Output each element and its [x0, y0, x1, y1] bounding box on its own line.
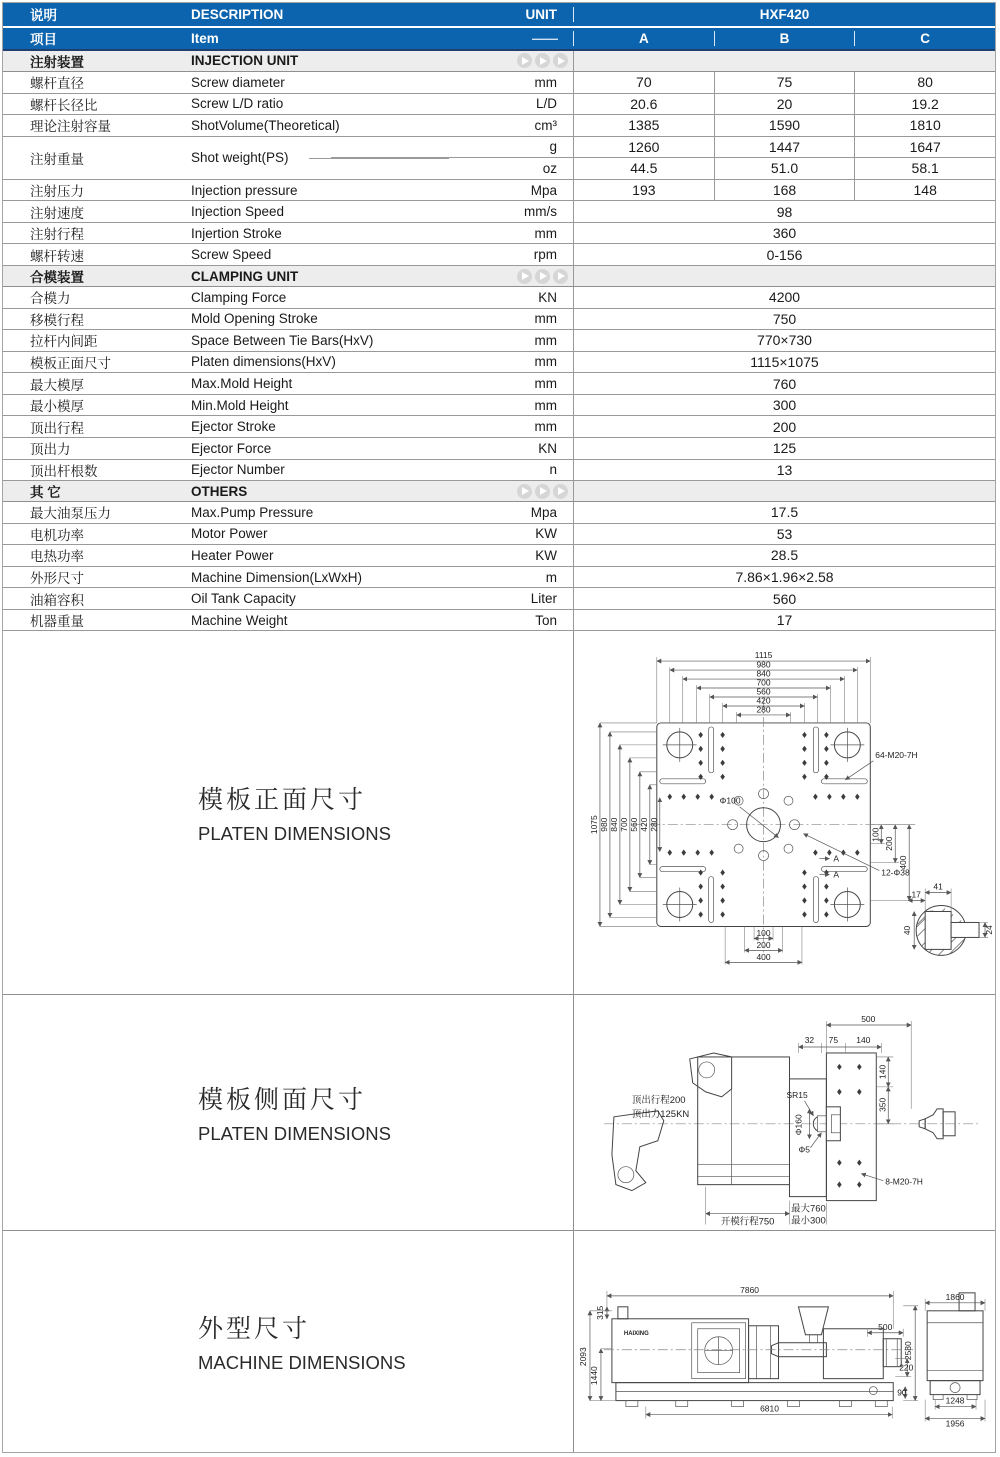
- header-item-cn: 项目: [30, 32, 57, 48]
- thread-callout: 64-M20-7H: [875, 750, 918, 761]
- section-chevrons: [517, 53, 573, 68]
- row-unit: mm: [534, 376, 557, 392]
- row-label-en: Screw Speed: [191, 247, 272, 263]
- table-row: [3, 115, 995, 137]
- row-label-en: Clamping Force: [191, 289, 287, 305]
- platen-front-drawing: [574, 631, 995, 993]
- table-row: [3, 72, 995, 94]
- row-unit: L/D: [535, 96, 557, 112]
- dim-label: 980: [756, 660, 771, 671]
- row-label-cn: 注射压力: [30, 184, 84, 200]
- row-label-cn: 顶出行程: [30, 420, 84, 436]
- row-label-cn: 螺杆转速: [30, 248, 84, 264]
- row-unit: rpm: [533, 247, 557, 263]
- dim-label: 560: [756, 686, 771, 697]
- value-c: 148: [854, 180, 995, 201]
- header-model: HXF420: [573, 7, 995, 22]
- table-row: [3, 416, 995, 438]
- header-unit: UNIT: [525, 6, 557, 22]
- left-dimension-chain: [589, 723, 660, 927]
- dim-label: 315: [594, 1305, 605, 1320]
- section-values-band: [573, 481, 995, 501]
- dim-label: 500: [861, 1013, 876, 1024]
- section-title-en: OTHERS: [191, 483, 248, 499]
- value-b: 51.0: [714, 158, 855, 179]
- table-row-shot-weight: [3, 137, 995, 180]
- section-values-band: [573, 266, 995, 286]
- row-label-en: Heater Power: [191, 547, 274, 563]
- section-chevrons: [517, 269, 573, 284]
- diagram-title-cn: 模板正面尺寸: [198, 786, 367, 815]
- chevron-right-icon: [553, 484, 568, 499]
- row-unit: mm: [534, 225, 557, 241]
- dim-label: 500: [878, 1321, 893, 1332]
- dim-label: 280: [756, 704, 771, 715]
- value-merged: 1115×1075: [750, 353, 819, 370]
- dim-label: 400: [756, 952, 771, 963]
- row-unit: n: [549, 462, 557, 478]
- table-row: [3, 223, 995, 245]
- dim-label: 17: [911, 889, 921, 900]
- section-header-clamping: [3, 266, 995, 287]
- dim-label: 90: [897, 1387, 907, 1398]
- value-a: 20.6: [630, 95, 658, 112]
- row-label-cn: 顶出力: [30, 442, 71, 458]
- diagram-title: [3, 1231, 573, 1452]
- table-row: [3, 524, 995, 546]
- table-row: [3, 352, 995, 374]
- row-label-cn: 理论注射容量: [30, 119, 111, 135]
- value-merged: 0-156: [766, 246, 803, 263]
- dim-label: 140: [877, 1064, 888, 1079]
- dim-label: 75: [828, 1034, 839, 1045]
- row-unit: g: [331, 137, 573, 159]
- diagram-title: [3, 995, 573, 1230]
- row-unit: oz: [542, 160, 557, 176]
- holes-callout: 12-Φ38: [881, 868, 910, 879]
- table-row: [3, 460, 995, 482]
- diagram-title-en: MACHINE DIMENSIONS: [198, 1351, 406, 1373]
- machine-drawing: [574, 1231, 995, 1452]
- diagram-title: [3, 631, 573, 993]
- dim-label: 200: [756, 940, 771, 951]
- value-merged: 17: [776, 612, 793, 629]
- machine-end-view: [927, 1292, 983, 1399]
- row-label-cn: 拉杆内间距: [30, 334, 98, 350]
- table-row: [3, 588, 995, 610]
- table-row: [3, 244, 995, 266]
- value-c: 1810: [854, 115, 995, 136]
- dim-label: 420: [756, 695, 771, 706]
- value-merged: 53: [776, 525, 793, 542]
- table-row: [3, 545, 995, 567]
- dim-label: 280: [648, 818, 659, 833]
- table-row: [3, 610, 995, 632]
- row-label-en: Injection Speed: [191, 204, 285, 220]
- row-unit: Ton: [535, 612, 557, 628]
- row-label-cn: 注射行程: [30, 227, 84, 243]
- row-label-en: Machine Weight: [191, 612, 288, 628]
- platen-side-diagram: [573, 995, 995, 1230]
- value-a: 1385: [628, 117, 660, 134]
- value-b: 1590: [714, 115, 855, 136]
- chevron-right-icon: [517, 269, 532, 284]
- chevron-right-icon: [535, 269, 550, 284]
- row-label-en: Ejector Force: [191, 440, 272, 456]
- row-label-en: Screw L/D ratio: [191, 96, 284, 112]
- dim-label: 最小300: [791, 1215, 826, 1227]
- row-unit: cm³: [534, 117, 557, 133]
- center-hole-callout: Φ100: [719, 796, 741, 807]
- dim-label: 40: [902, 926, 913, 936]
- row-label-cn: 螺杆直径: [30, 76, 84, 92]
- row-label-en: Ejector Number: [191, 462, 285, 478]
- value-a: 1260: [628, 138, 660, 155]
- dim-label: 2580: [903, 1340, 914, 1360]
- thread-callout: 8-M20-7H: [885, 1176, 923, 1187]
- table-row: [3, 502, 995, 524]
- section-chevrons: [517, 484, 573, 499]
- row-label-cn: 顶出杆根数: [30, 463, 98, 479]
- value-merged: 770×730: [757, 332, 812, 349]
- dim-label: 560: [628, 818, 639, 833]
- ejector-note: 顶出行程200: [631, 1094, 686, 1106]
- value-merged: 7.86×1.96×2.58: [735, 569, 834, 586]
- header-row-1: [3, 3, 995, 26]
- value-merged: 98: [776, 203, 793, 220]
- value-merged: 28.5: [770, 547, 799, 564]
- spec-sheet: [2, 2, 996, 1453]
- header-item-en: Item: [191, 30, 219, 46]
- value-c: 80: [854, 72, 995, 93]
- diagram-title-en: PLATEN DIMENSIONS: [198, 823, 391, 845]
- table-row: [3, 373, 995, 395]
- header-desc-cn: 说明: [30, 8, 57, 24]
- right-dimension-chain: [870, 825, 915, 901]
- table-row: [3, 330, 995, 352]
- chevron-right-icon: [553, 269, 568, 284]
- dim-label: 200: [884, 837, 895, 852]
- value-merged: 4200: [768, 289, 801, 306]
- dim-label: 420: [638, 818, 649, 833]
- table-row: [3, 395, 995, 417]
- header-col-b: B: [714, 31, 855, 46]
- d5-callout: Φ5: [798, 1144, 810, 1155]
- row-label-en: Oil Tank Capacity: [191, 591, 296, 607]
- dim-label: 700: [618, 818, 629, 833]
- sr15-callout: SR15: [786, 1089, 808, 1100]
- diagram-title-en: PLATEN DIMENSIONS: [198, 1122, 391, 1144]
- row-unit: KW: [535, 526, 557, 542]
- value-c: 58.1: [854, 158, 995, 179]
- dim-label: 350: [877, 1097, 888, 1112]
- platen-front-section: [3, 631, 995, 994]
- platen-side-drawing: [574, 995, 995, 1230]
- diagram-title-cn: 模板侧面尺寸: [198, 1085, 367, 1114]
- row-label-cn: 最大油泵压力: [30, 506, 111, 522]
- machine-dim-section: [3, 1231, 995, 1452]
- row-unit: Mpa: [530, 504, 557, 520]
- row-label-en: Max.Pump Pressure: [191, 504, 314, 520]
- dim-label: Φ160: [793, 1114, 804, 1136]
- dim-label: 980: [598, 818, 609, 833]
- machine-side-view: [604, 1306, 913, 1406]
- row-label-en: Max.Mold Height: [191, 376, 293, 392]
- row-label-cn: 油箱容积: [30, 592, 84, 608]
- dim-label: 1860: [945, 1291, 965, 1302]
- row-label-en: Platen dimensions(HxV): [191, 354, 336, 370]
- value-b: 1447: [714, 137, 855, 158]
- dim-label: 1440: [588, 1365, 599, 1385]
- row-label-en: Space Between Tie Bars(HxV): [191, 332, 374, 348]
- section-values-band: [573, 51, 995, 71]
- tiebar-slot-detail: [902, 882, 994, 967]
- row-unit: m: [545, 569, 557, 585]
- dim-label: 400: [898, 855, 909, 871]
- dim-label: 24: [984, 925, 995, 936]
- dim-label: 32: [804, 1034, 815, 1045]
- table-row: [3, 201, 995, 223]
- value-c: 19.2: [854, 94, 995, 115]
- section-title-cn: 其 它: [30, 485, 61, 501]
- dim-label: 840: [756, 668, 771, 679]
- dim-label: 1115: [754, 650, 773, 661]
- header-desc-en: DESCRIPTION: [191, 6, 284, 22]
- table-row: [3, 567, 995, 589]
- dim-label: 1075: [588, 815, 599, 835]
- header-row-2: [3, 28, 995, 51]
- chevron-right-icon: [535, 53, 550, 68]
- dim-label: 开模行程750: [720, 1216, 775, 1228]
- row-label-cn: 移模行程: [30, 312, 84, 328]
- dim-label: 1248: [945, 1395, 965, 1406]
- value-merged: 125: [772, 440, 797, 457]
- table-row: [3, 94, 995, 116]
- section-title-en: CLAMPING UNIT: [191, 268, 299, 284]
- row-label-cn: 外形尺寸: [30, 571, 84, 587]
- row-unit: KN: [538, 440, 557, 456]
- bottom-dimension-chain: [725, 927, 802, 965]
- row-label-en: Injertion Stroke: [191, 225, 282, 241]
- row-label-en: Screw diameter: [191, 74, 285, 90]
- table-row: [3, 287, 995, 309]
- value-merged: 300: [772, 397, 797, 414]
- platen-side-section: [3, 995, 995, 1231]
- row-label-en: Ejector Stroke: [191, 419, 276, 435]
- row-label-cn: 最大模厚: [30, 377, 84, 393]
- dim-label: 100: [870, 828, 881, 843]
- row-unit: KW: [535, 547, 557, 563]
- platen-front-diagram: [573, 631, 995, 993]
- row-unit: mm: [534, 74, 557, 90]
- row-label-cn: 模板正面尺寸: [30, 355, 111, 371]
- dim-label: 140: [856, 1034, 871, 1045]
- dim-label: 7860: [740, 1284, 760, 1295]
- row-label-cn: 机器重量: [30, 614, 84, 630]
- row-unit: mm: [534, 419, 557, 435]
- side-dimensions: [632, 1014, 923, 1228]
- dim-label: 700: [756, 677, 771, 688]
- value-a: 44.5: [630, 160, 658, 177]
- value-c: 1647: [854, 137, 995, 158]
- row-label-cn: 最小模厚: [30, 399, 84, 415]
- section-title-en: INJECTION UNIT: [191, 53, 299, 69]
- value-merged: 560: [772, 590, 797, 607]
- brand-logo: HAIXING: [623, 1330, 649, 1337]
- row-label-en: ShotVolume(Theoretical): [191, 117, 340, 133]
- row-label-cn: 注射速度: [30, 205, 84, 221]
- row-label-en: Mold Opening Stroke: [191, 311, 318, 327]
- dim-label: 220: [899, 1362, 914, 1373]
- value-b: 168: [714, 180, 855, 201]
- row-label-cn: 注射重量: [30, 151, 84, 167]
- section-marker: A: [833, 854, 840, 865]
- row-unit: mm/s: [524, 204, 557, 220]
- dim-label: 1956: [945, 1418, 965, 1429]
- row-label-cn: 合模力: [30, 291, 71, 307]
- row-unit: KN: [538, 289, 557, 305]
- row-label-en: Min.Mold Height: [191, 397, 289, 413]
- value-merged: 760: [772, 375, 797, 392]
- row-unit: mm: [534, 311, 557, 327]
- label-dash-line: [309, 158, 449, 159]
- ejector-note: 顶出力125KN: [631, 1108, 690, 1120]
- value-merged: 750: [772, 310, 797, 327]
- header-col-a: A: [573, 31, 714, 46]
- row-label-cn: 螺杆长径比: [30, 97, 98, 113]
- section-title-cn: 合模装置: [30, 270, 84, 285]
- value-merged: 200: [772, 418, 797, 435]
- row-label-cn: 电热功率: [30, 549, 84, 565]
- table-row: [3, 180, 995, 202]
- value-b: 75: [714, 72, 855, 93]
- row-unit: mm: [534, 332, 557, 348]
- header-col-c: C: [854, 31, 995, 46]
- chevron-right-icon: [553, 53, 568, 68]
- section-header-injection: [3, 51, 995, 72]
- value-a: 70: [636, 74, 652, 91]
- value-a: 193: [632, 182, 656, 199]
- header-unit-dash: ——: [532, 30, 557, 46]
- diagram-title-cn: 外型尺寸: [198, 1314, 311, 1343]
- dim-label: 6810: [760, 1403, 779, 1414]
- top-dimension-chain: [657, 651, 870, 724]
- row-unit: mm: [534, 397, 557, 413]
- table-row: [3, 309, 995, 331]
- row-unit: mm: [534, 354, 557, 370]
- section-marker: A: [833, 870, 840, 881]
- row-label-en: Injection pressure: [191, 182, 298, 198]
- machine-dim-diagram: [573, 1231, 995, 1452]
- section-title-cn: 注射装置: [30, 54, 84, 70]
- value-b: 20: [714, 94, 855, 115]
- header-variant-cols: [573, 31, 995, 46]
- value-merged: 360: [772, 225, 797, 242]
- chevron-right-icon: [517, 484, 532, 499]
- chevron-right-icon: [517, 53, 532, 68]
- row-label-en: Machine Dimension(LxWxH): [191, 569, 363, 585]
- row-label-cn: 电机功率: [30, 527, 84, 543]
- row-label-en: Shot weight(PS): [191, 150, 289, 166]
- row-unit: Mpa: [530, 182, 557, 198]
- dim-label: 最大760: [791, 1203, 826, 1215]
- chevron-right-icon: [535, 484, 550, 499]
- value-merged: 13: [776, 461, 793, 478]
- dim-label: 2093: [577, 1346, 588, 1366]
- row-unit: Liter: [530, 591, 557, 607]
- dim-label: 41: [933, 881, 943, 892]
- dim-label: 840: [608, 818, 619, 833]
- table-row: [3, 438, 995, 460]
- section-header-others: [3, 481, 995, 502]
- value-merged: 17.5: [770, 504, 799, 521]
- row-label-en: Motor Power: [191, 526, 268, 542]
- dim-label: 100: [756, 928, 771, 939]
